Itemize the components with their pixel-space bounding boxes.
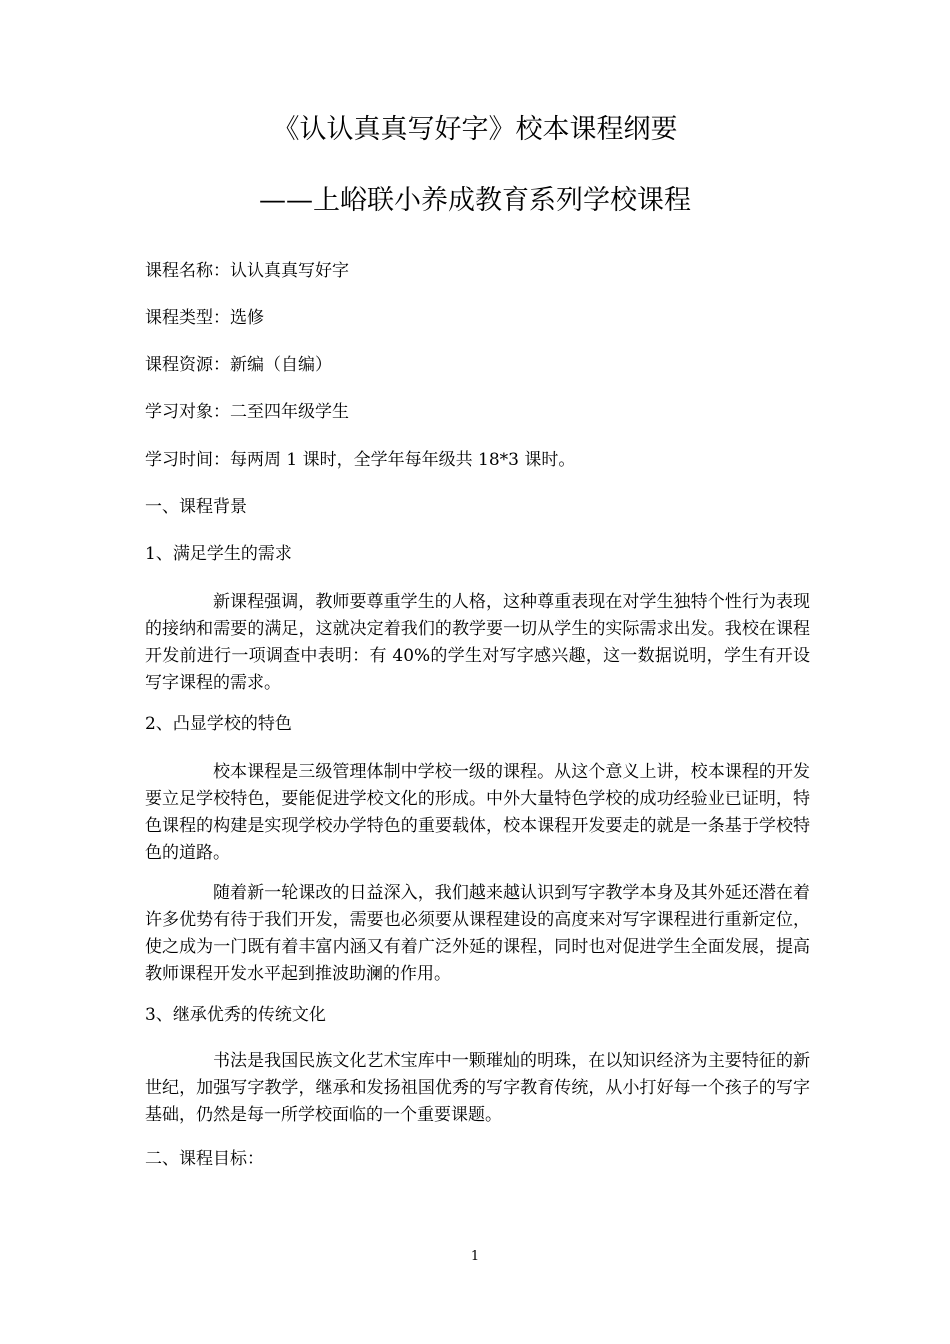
course-resource: 课程资源：新编（自编） [145, 355, 332, 375]
page-number: 1 [470, 1249, 480, 1264]
course-type: 课程类型：选修 [145, 308, 264, 328]
section-1-sub-1-heading: 1、满足学生的需求 [145, 544, 292, 564]
section-1-heading: 一、课程背景 [145, 497, 247, 517]
section-1-sub-3-heading: 3、继承优秀的传统文化 [145, 1005, 326, 1025]
section-1-sub-3-paragraph: 书法是我国民族文化艺术宝库中一颗璀灿的明珠，在以知识经济为主要特征的新世纪，加强写字教学，继承和发扬祖国优秀的写字教育传统，从小打好每一个孩子的写字基础，仍然是每一所学校面临的一个重要课题。 [145, 1051, 810, 1125]
section-2-heading: 二、课程目标： [145, 1149, 264, 1169]
course-learners: 学习对象：二至四年级学生 [145, 402, 349, 422]
course-name: 课程名称：认认真真写好字 [145, 261, 349, 281]
document-title: 《认认真真写好字》校本课程纲要 [272, 114, 678, 145]
section-1-sub-1-paragraph: 新课程强调，教师要尊重学生的人格，这种尊重表现在对学生独特个性行为表现的接纳和需要的满足，这就决定着我们的教学要一切从学生的实际需求出发。我校在课程开发前进行一项调查中表明：有 40%的学生对写字感兴趣，这一数据说明，学生有开设写字课程的需求。 [145, 592, 810, 693]
section-1-sub-2-paragraph-1: 校本课程是三级管理体制中学校一级的课程。从这个意义上讲，校本课程的开发要立足学校特色，要能促进学校文化的形成。中外大量特色学校的成功经验业已证明，特色课程的构建是实现学校办学特色的重要载体，校本课程开发要走的就是一条基于学校特色的道路。 [145, 762, 810, 863]
course-study-time: 学习时间：每两周 1 课时，全学年每年级共 18*3 课时。 [145, 450, 576, 470]
section-1-sub-2-paragraph-2: 随着新一轮课改的日益深入，我们越来越认识到写字教学本身及其外延还潜在着许多优势有待于我们开发，需要也必须要从课程建设的高度来对写字课程进行重新定位，使之成为一门既有着丰富内涵又有着广泛外延的课程，同时也对促进学生全面发展，提高教师课程开发水平起到推波助澜的作用。 [145, 883, 810, 984]
document-subtitle: ——上峪联小养成教育系列学校课程 [259, 185, 691, 216]
section-1-sub-2-heading: 2、凸显学校的特色 [145, 714, 292, 734]
